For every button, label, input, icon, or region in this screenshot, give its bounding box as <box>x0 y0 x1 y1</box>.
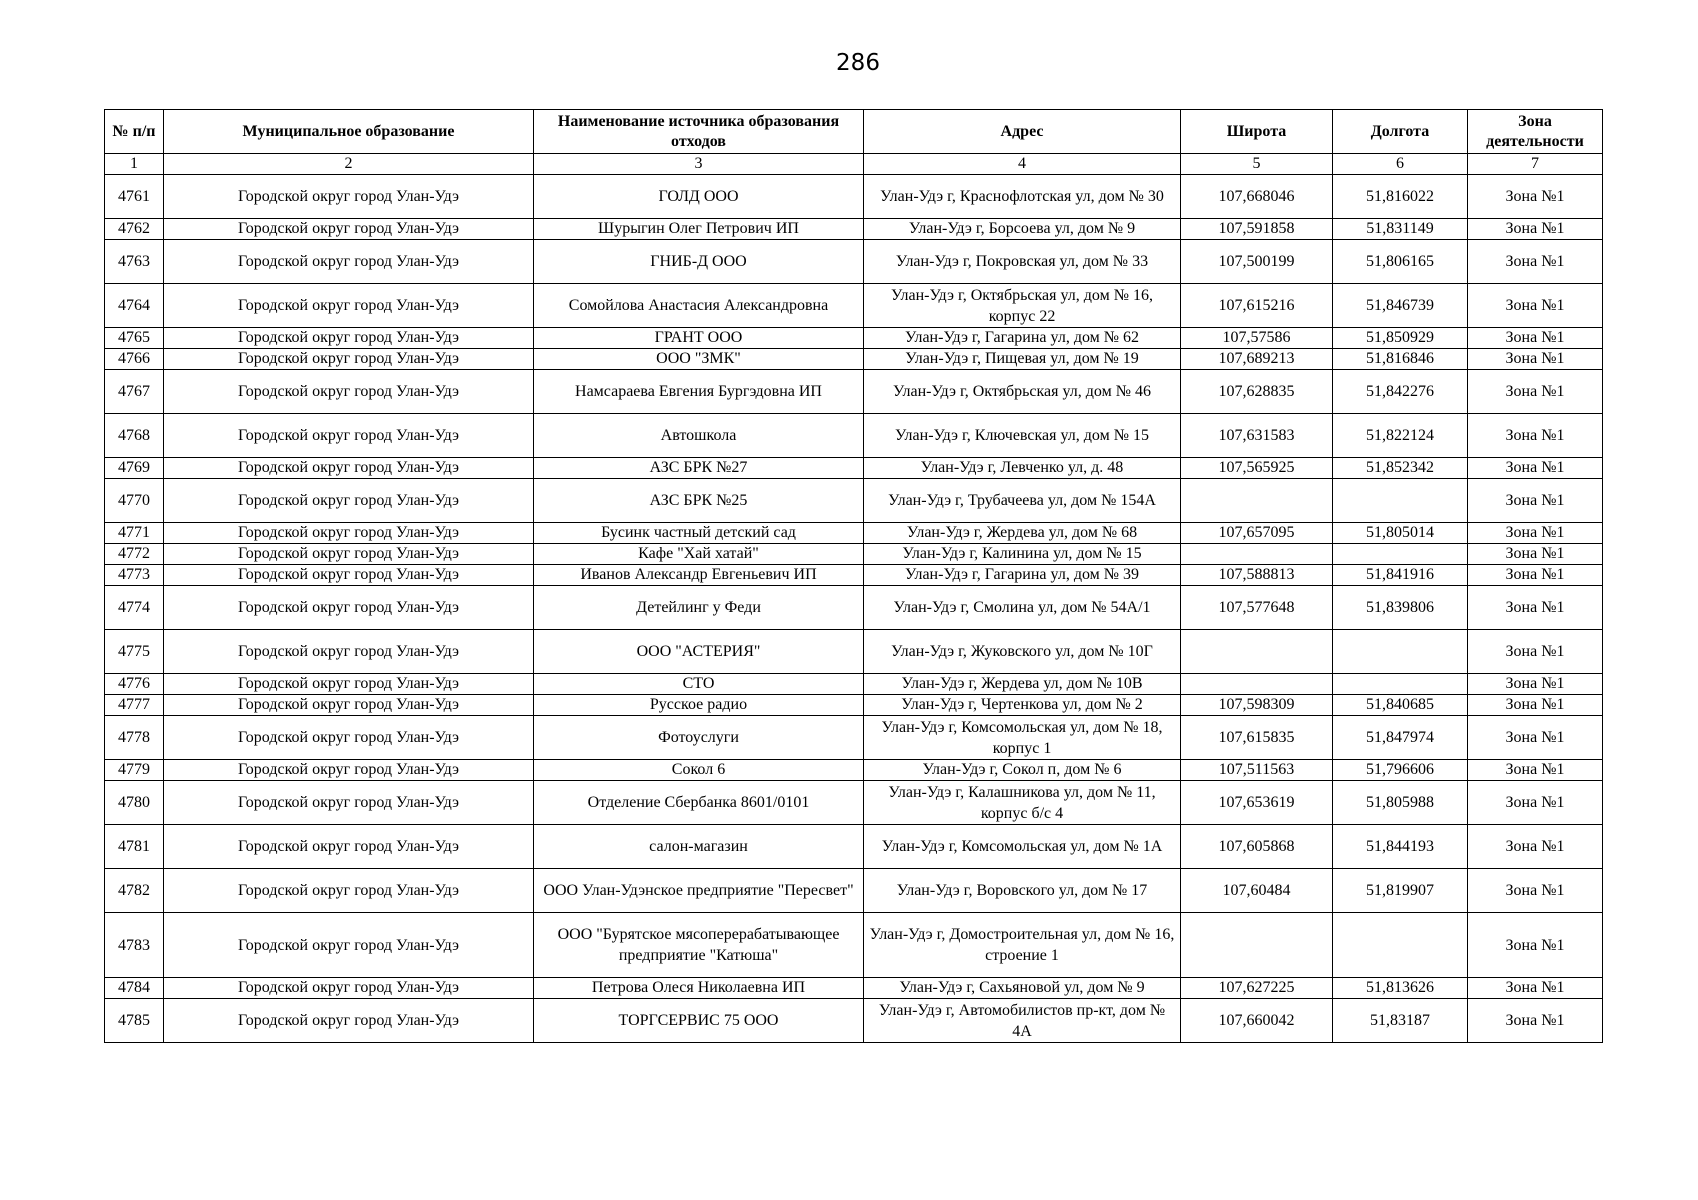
cell-municipality: Городской округ город Улан-Удэ <box>164 175 534 219</box>
cell-source-name: ООО "ЗМК" <box>534 349 864 370</box>
cell-longitude: 51,83187 <box>1333 999 1468 1043</box>
table-row <box>105 825 1603 869</box>
table-row <box>105 479 1603 523</box>
cell-municipality: Городской округ город Улан-Удэ <box>164 695 534 716</box>
cell-source-name: ГРАНТ ООО <box>534 328 864 349</box>
cell-latitude <box>1181 913 1333 978</box>
cell-longitude: 51,844193 <box>1333 825 1468 869</box>
cell-source-name: ГНИБ-Д ООО <box>534 240 864 284</box>
table-row <box>105 913 1603 978</box>
cell-latitude: 107,653619 <box>1181 781 1333 825</box>
cell-latitude <box>1181 630 1333 674</box>
col-number: 5 <box>1181 154 1333 175</box>
table-row <box>105 869 1603 913</box>
table-row <box>105 999 1603 1043</box>
cell-municipality: Городской округ город Улан-Удэ <box>164 349 534 370</box>
table-row <box>105 284 1603 328</box>
cell-source-name: АЗС БРК №25 <box>534 479 864 523</box>
col-header-address: Адрес <box>864 110 1181 154</box>
cell-number: 4774 <box>105 586 164 630</box>
cell-longitude: 51,816022 <box>1333 175 1468 219</box>
cell-address: Улан-Удэ г, Калинина ул, дом № 15 <box>864 544 1181 565</box>
cell-source-name: Намсараева Евгения Бургэдовна ИП <box>534 370 864 414</box>
cell-source-name: Автошкола <box>534 414 864 458</box>
table-row <box>105 978 1603 999</box>
cell-address: Улан-Удэ г, Калашникова ул, дом № 11, корпус б/с 4 <box>864 781 1181 825</box>
cell-zone: Зона №1 <box>1468 913 1603 978</box>
cell-latitude: 107,628835 <box>1181 370 1333 414</box>
cell-longitude <box>1333 544 1468 565</box>
cell-longitude: 51,813626 <box>1333 978 1468 999</box>
cell-longitude: 51,850929 <box>1333 328 1468 349</box>
cell-longitude: 51,831149 <box>1333 219 1468 240</box>
table-row <box>105 414 1603 458</box>
cell-number: 4771 <box>105 523 164 544</box>
cell-municipality: Городской округ город Улан-Удэ <box>164 716 534 760</box>
cell-address: Улан-Удэ г, Жуковского ул, дом № 10Г <box>864 630 1181 674</box>
cell-longitude: 51,822124 <box>1333 414 1468 458</box>
table-row <box>105 349 1603 370</box>
cell-address: Улан-Удэ г, Краснофлотская ул, дом № 30 <box>864 175 1181 219</box>
cell-latitude <box>1181 479 1333 523</box>
cell-number: 4763 <box>105 240 164 284</box>
col-header-source-name: Наименование источника образования отходов <box>534 110 864 154</box>
cell-address: Улан-Удэ г, Комсомольская ул, дом № 1А <box>864 825 1181 869</box>
cell-number: 4784 <box>105 978 164 999</box>
cell-municipality: Городской округ город Улан-Удэ <box>164 586 534 630</box>
cell-zone: Зона №1 <box>1468 414 1603 458</box>
cell-source-name: СТО <box>534 674 864 695</box>
cell-latitude: 107,577648 <box>1181 586 1333 630</box>
cell-longitude: 51,846739 <box>1333 284 1468 328</box>
cell-source-name: Фотоуслуги <box>534 716 864 760</box>
cell-municipality: Городской округ город Улан-Удэ <box>164 978 534 999</box>
cell-zone: Зона №1 <box>1468 458 1603 479</box>
cell-latitude: 107,615835 <box>1181 716 1333 760</box>
cell-municipality: Городской округ город Улан-Удэ <box>164 760 534 781</box>
cell-zone: Зона №1 <box>1468 328 1603 349</box>
cell-latitude: 107,591858 <box>1181 219 1333 240</box>
col-header-longitude: Долгота <box>1333 110 1468 154</box>
cell-latitude: 107,60484 <box>1181 869 1333 913</box>
cell-number: 4782 <box>105 869 164 913</box>
cell-zone: Зона №1 <box>1468 825 1603 869</box>
cell-municipality: Городской округ город Улан-Удэ <box>164 565 534 586</box>
cell-address: Улан-Удэ г, Гагарина ул, дом № 39 <box>864 565 1181 586</box>
cell-number: 4785 <box>105 999 164 1043</box>
table-row <box>105 586 1603 630</box>
cell-latitude: 107,598309 <box>1181 695 1333 716</box>
cell-municipality: Городской округ город Улан-Удэ <box>164 869 534 913</box>
cell-zone: Зона №1 <box>1468 479 1603 523</box>
table-row <box>105 760 1603 781</box>
cell-address: Улан-Удэ г, Автомобилистов пр-кт, дом № 4А <box>864 999 1181 1043</box>
cell-address: Улан-Удэ г, Сокол п, дом № 6 <box>864 760 1181 781</box>
table-row <box>105 219 1603 240</box>
cell-municipality: Городской округ город Улан-Удэ <box>164 781 534 825</box>
cell-latitude: 107,627225 <box>1181 978 1333 999</box>
cell-latitude: 107,588813 <box>1181 565 1333 586</box>
cell-source-name: АЗС БРК №27 <box>534 458 864 479</box>
cell-address: Улан-Удэ г, Трубачеева ул, дом № 154А <box>864 479 1181 523</box>
cell-zone: Зона №1 <box>1468 284 1603 328</box>
cell-zone: Зона №1 <box>1468 523 1603 544</box>
cell-longitude: 51,847974 <box>1333 716 1468 760</box>
cell-number: 4772 <box>105 544 164 565</box>
cell-source-name: ООО Улан-Удэнское предприятие "Пересвет" <box>534 869 864 913</box>
cell-longitude: 51,839806 <box>1333 586 1468 630</box>
cell-source-name: Петрова Олеся Николаевна ИП <box>534 978 864 999</box>
cell-municipality: Городской округ город Улан-Удэ <box>164 544 534 565</box>
cell-source-name: Шурыгин Олег Петрович ИП <box>534 219 864 240</box>
page-number: 286 <box>836 50 880 76</box>
cell-number: 4777 <box>105 695 164 716</box>
cell-longitude: 51,852342 <box>1333 458 1468 479</box>
cell-number: 4766 <box>105 349 164 370</box>
cell-zone: Зона №1 <box>1468 781 1603 825</box>
cell-source-name: Сомойлова Анастасия Александровна <box>534 284 864 328</box>
cell-number: 4781 <box>105 825 164 869</box>
table-row <box>105 695 1603 716</box>
cell-number: 4769 <box>105 458 164 479</box>
col-header-number: № п/п <box>105 110 164 154</box>
cell-latitude: 107,689213 <box>1181 349 1333 370</box>
cell-zone: Зона №1 <box>1468 565 1603 586</box>
cell-address: Улан-Удэ г, Октябрьская ул, дом № 16, корпус 22 <box>864 284 1181 328</box>
cell-source-name: Отделение Сбербанка 8601/0101 <box>534 781 864 825</box>
cell-zone: Зона №1 <box>1468 674 1603 695</box>
cell-zone: Зона №1 <box>1468 869 1603 913</box>
cell-number: 4764 <box>105 284 164 328</box>
cell-address: Улан-Удэ г, Комсомольская ул, дом № 18, корпус 1 <box>864 716 1181 760</box>
cell-latitude: 107,657095 <box>1181 523 1333 544</box>
cell-address: Улан-Удэ г, Смолина ул, дом № 54А/1 <box>864 586 1181 630</box>
cell-zone: Зона №1 <box>1468 175 1603 219</box>
cell-latitude: 107,605868 <box>1181 825 1333 869</box>
cell-municipality: Городской округ город Улан-Удэ <box>164 913 534 978</box>
table-row <box>105 565 1603 586</box>
cell-municipality: Городской округ город Улан-Удэ <box>164 523 534 544</box>
cell-municipality: Городской округ город Улан-Удэ <box>164 414 534 458</box>
cell-longitude: 51,806165 <box>1333 240 1468 284</box>
col-header-zone: Зона деятельности <box>1468 110 1603 154</box>
table-row <box>105 523 1603 544</box>
cell-latitude <box>1181 674 1333 695</box>
cell-number: 4765 <box>105 328 164 349</box>
cell-number: 4761 <box>105 175 164 219</box>
cell-latitude: 107,660042 <box>1181 999 1333 1043</box>
cell-municipality: Городской округ город Улан-Удэ <box>164 370 534 414</box>
col-header-municipality: Муниципальное образование <box>164 110 534 154</box>
cell-municipality: Городской округ город Улан-Удэ <box>164 458 534 479</box>
cell-address: Улан-Удэ г, Ключевская ул, дом № 15 <box>864 414 1181 458</box>
cell-zone: Зона №1 <box>1468 370 1603 414</box>
table-row <box>105 175 1603 219</box>
cell-number: 4783 <box>105 913 164 978</box>
cell-number: 4775 <box>105 630 164 674</box>
cell-source-name: Иванов Александр Евгеньевич ИП <box>534 565 864 586</box>
cell-address: Улан-Удэ г, Воровского ул, дом № 17 <box>864 869 1181 913</box>
cell-source-name: Русское радио <box>534 695 864 716</box>
table-row <box>105 458 1603 479</box>
cell-source-name: ТОРГСЕРВИС 75 ООО <box>534 999 864 1043</box>
cell-address: Улан-Удэ г, Покровская ул, дом № 33 <box>864 240 1181 284</box>
cell-municipality: Городской округ город Улан-Удэ <box>164 825 534 869</box>
table-row <box>105 630 1603 674</box>
cell-address: Улан-Удэ г, Гагарина ул, дом № 62 <box>864 328 1181 349</box>
cell-source-name: Бусинк частный детский сад <box>534 523 864 544</box>
cell-zone: Зона №1 <box>1468 349 1603 370</box>
table-row <box>105 716 1603 760</box>
cell-longitude <box>1333 630 1468 674</box>
cell-number: 4776 <box>105 674 164 695</box>
cell-zone: Зона №1 <box>1468 695 1603 716</box>
cell-municipality: Городской округ город Улан-Удэ <box>164 479 534 523</box>
cell-zone: Зона №1 <box>1468 999 1603 1043</box>
cell-source-name: ГОЛД ООО <box>534 175 864 219</box>
cell-address: Улан-Удэ г, Пищевая ул, дом № 19 <box>864 349 1181 370</box>
cell-longitude: 51,840685 <box>1333 695 1468 716</box>
cell-number: 4762 <box>105 219 164 240</box>
cell-longitude: 51,819907 <box>1333 869 1468 913</box>
cell-latitude <box>1181 544 1333 565</box>
col-number: 6 <box>1333 154 1468 175</box>
cell-address: Улан-Удэ г, Чертенкова ул, дом № 2 <box>864 695 1181 716</box>
cell-longitude: 51,805014 <box>1333 523 1468 544</box>
cell-zone: Зона №1 <box>1468 760 1603 781</box>
cell-number: 4773 <box>105 565 164 586</box>
cell-longitude: 51,805988 <box>1333 781 1468 825</box>
cell-source-name: салон-магазин <box>534 825 864 869</box>
cell-source-name: Детейлинг у Феди <box>534 586 864 630</box>
col-header-latitude: Широта <box>1181 110 1333 154</box>
cell-number: 4779 <box>105 760 164 781</box>
column-number-row <box>105 154 1603 175</box>
cell-municipality: Городской округ город Улан-Удэ <box>164 674 534 695</box>
table-row <box>105 328 1603 349</box>
cell-longitude <box>1333 674 1468 695</box>
col-number: 2 <box>164 154 534 175</box>
cell-source-name: ООО "Бурятское мясоперерабатывающее предприятие "Катюша" <box>534 913 864 978</box>
cell-address: Улан-Удэ г, Борсоева ул, дом № 9 <box>864 219 1181 240</box>
table-row <box>105 240 1603 284</box>
cell-municipality: Городской округ город Улан-Удэ <box>164 630 534 674</box>
cell-zone: Зона №1 <box>1468 240 1603 284</box>
col-number: 7 <box>1468 154 1603 175</box>
cell-latitude: 107,668046 <box>1181 175 1333 219</box>
cell-longitude <box>1333 913 1468 978</box>
cell-address: Улан-Удэ г, Октябрьская ул, дом № 46 <box>864 370 1181 414</box>
cell-zone: Зона №1 <box>1468 716 1603 760</box>
cell-zone: Зона №1 <box>1468 544 1603 565</box>
cell-number: 4770 <box>105 479 164 523</box>
cell-address: Улан-Удэ г, Сахьяновой ул, дом № 9 <box>864 978 1181 999</box>
cell-address: Улан-Удэ г, Жердева ул, дом № 68 <box>864 523 1181 544</box>
cell-source-name: Сокол 6 <box>534 760 864 781</box>
cell-zone: Зона №1 <box>1468 586 1603 630</box>
cell-municipality: Городской округ город Улан-Удэ <box>164 240 534 284</box>
table-row <box>105 544 1603 565</box>
waste-source-table <box>104 109 1603 1043</box>
cell-municipality: Городской округ город Улан-Удэ <box>164 219 534 240</box>
cell-zone: Зона №1 <box>1468 978 1603 999</box>
cell-latitude: 107,615216 <box>1181 284 1333 328</box>
cell-longitude: 51,841916 <box>1333 565 1468 586</box>
cell-municipality: Городской округ город Улан-Удэ <box>164 999 534 1043</box>
cell-source-name: ООО "АСТЕРИЯ" <box>534 630 864 674</box>
cell-latitude: 107,631583 <box>1181 414 1333 458</box>
col-number: 1 <box>105 154 164 175</box>
cell-municipality: Городской округ город Улан-Удэ <box>164 328 534 349</box>
cell-longitude: 51,796606 <box>1333 760 1468 781</box>
col-number: 4 <box>864 154 1181 175</box>
cell-address: Улан-Удэ г, Жердева ул, дом № 10В <box>864 674 1181 695</box>
table-row <box>105 370 1603 414</box>
cell-address: Улан-Удэ г, Левченко ул, д. 48 <box>864 458 1181 479</box>
cell-longitude: 51,842276 <box>1333 370 1468 414</box>
cell-latitude: 107,511563 <box>1181 760 1333 781</box>
cell-number: 4768 <box>105 414 164 458</box>
cell-zone: Зона №1 <box>1468 219 1603 240</box>
table-row <box>105 674 1603 695</box>
cell-zone: Зона №1 <box>1468 630 1603 674</box>
cell-latitude: 107,500199 <box>1181 240 1333 284</box>
table-row <box>105 781 1603 825</box>
cell-number: 4767 <box>105 370 164 414</box>
cell-longitude <box>1333 479 1468 523</box>
cell-latitude: 107,565925 <box>1181 458 1333 479</box>
cell-number: 4780 <box>105 781 164 825</box>
cell-address: Улан-Удэ г, Домостроительная ул, дом № 16, строение 1 <box>864 913 1181 978</box>
header-row <box>105 110 1603 154</box>
cell-longitude: 51,816846 <box>1333 349 1468 370</box>
cell-latitude: 107,57586 <box>1181 328 1333 349</box>
col-number: 3 <box>534 154 864 175</box>
cell-number: 4778 <box>105 716 164 760</box>
cell-municipality: Городской округ город Улан-Удэ <box>164 284 534 328</box>
cell-source-name: Кафе "Хай хатай" <box>534 544 864 565</box>
